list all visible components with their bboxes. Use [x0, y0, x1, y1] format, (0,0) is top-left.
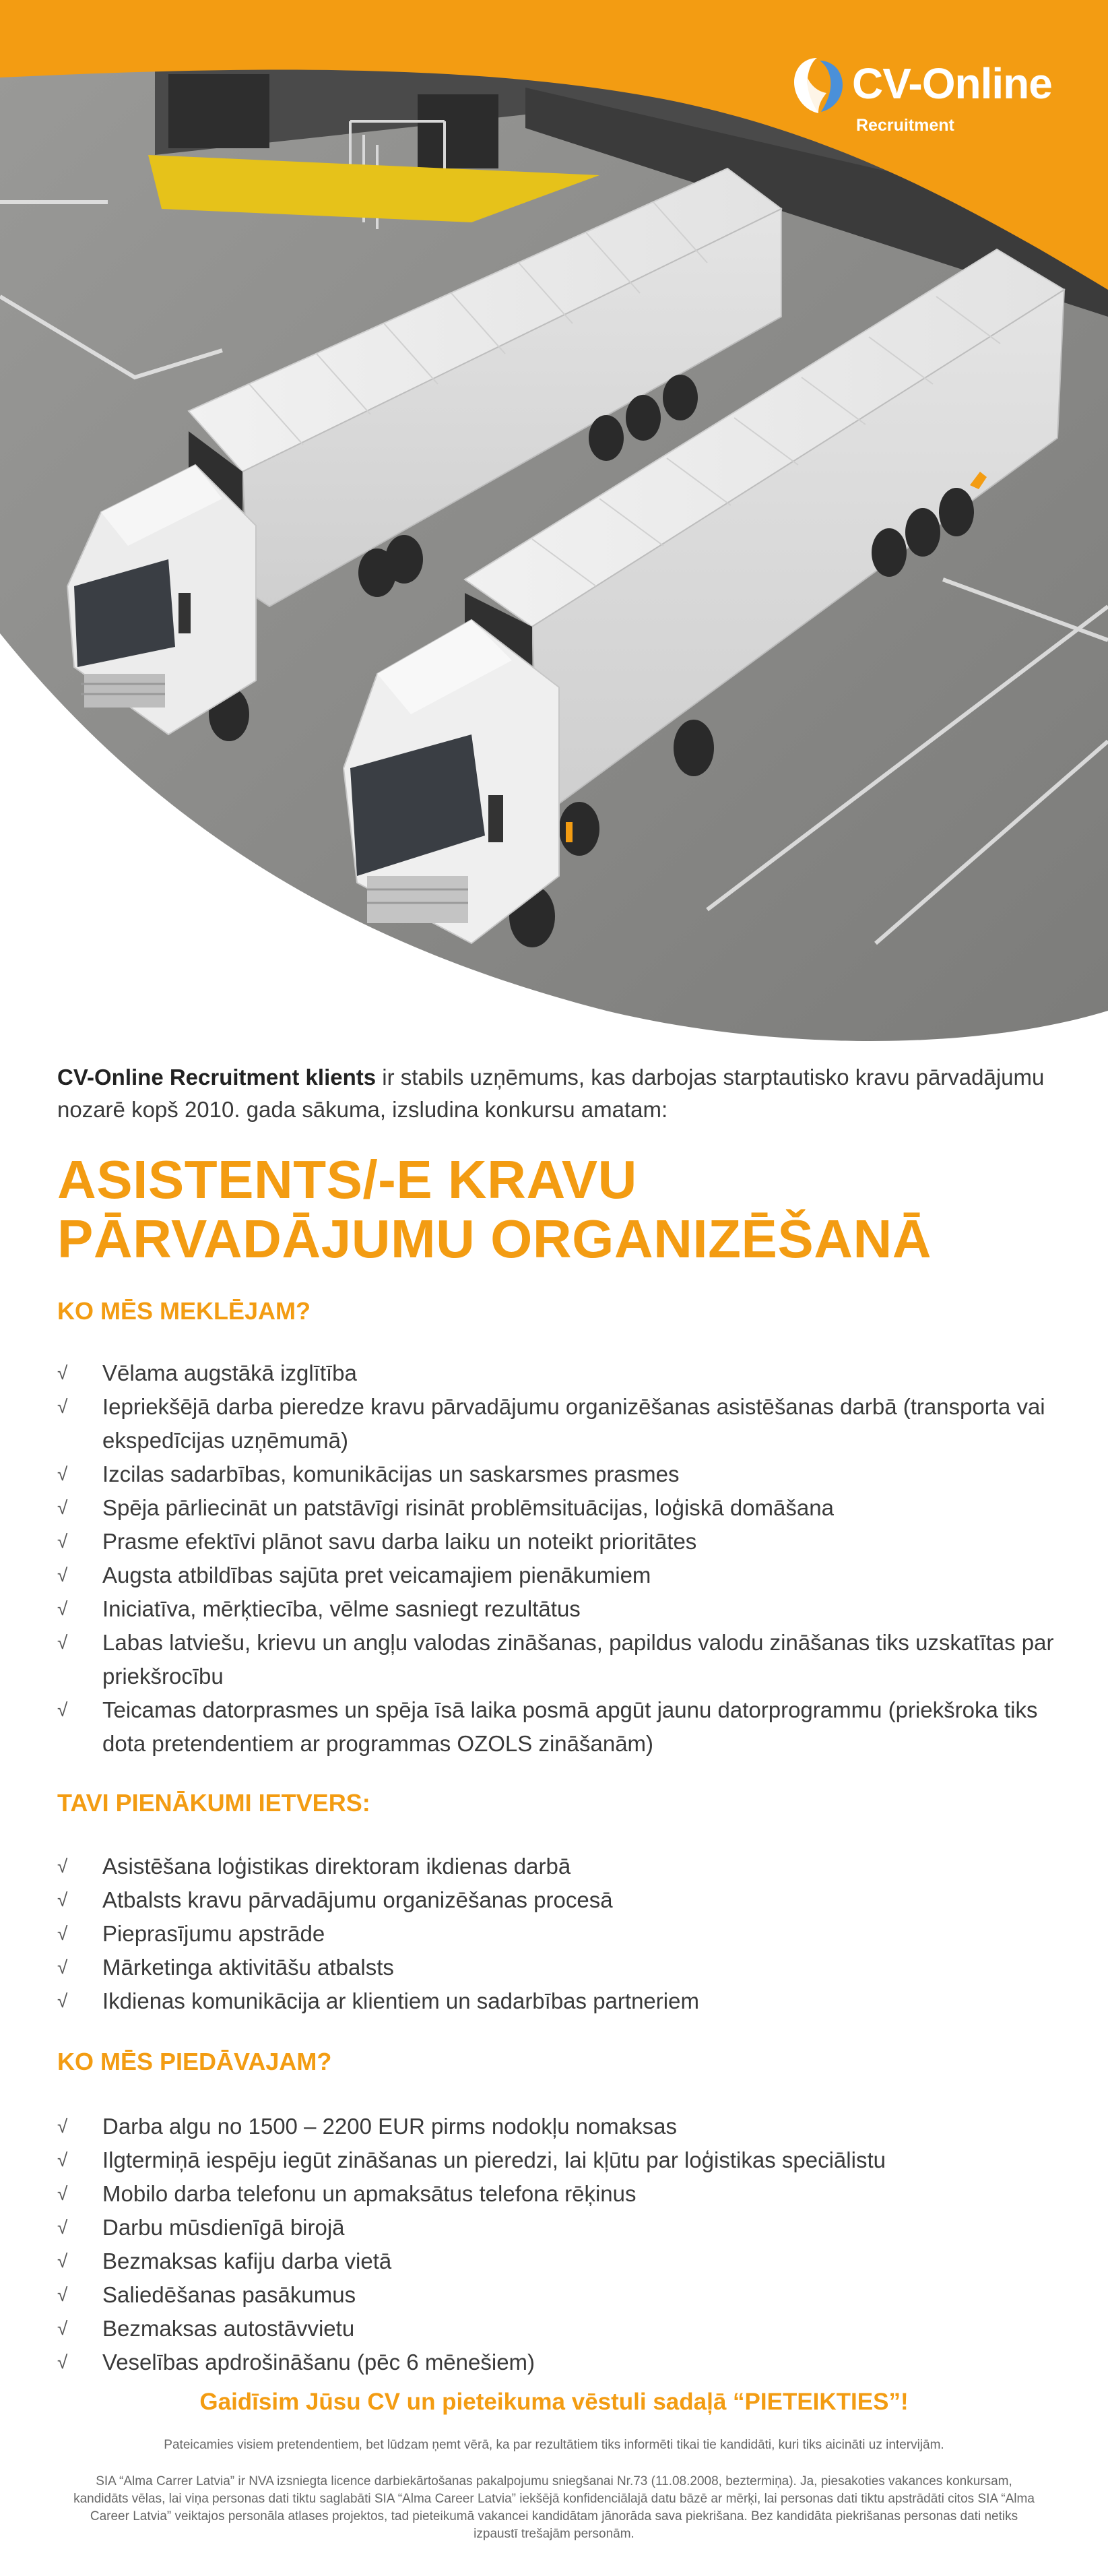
checkmark-icon: √: [57, 1531, 68, 1552]
checkmark-icon: √: [57, 1464, 68, 1484]
job-title: [57, 1150, 1054, 1269]
checkmark-icon: √: [57, 2251, 68, 2271]
list-item: √ Asistēšana loģistikas direktoram ikdienas darbā: [57, 1850, 1054, 1883]
list-item: √ Ilgtermiņā iespēju iegūt zināšanas un pieredzi, lai kļūtu par loģistikas speciālistu: [57, 2143, 1054, 2177]
license-note: SIA “Alma Carrer Latvia” ir NVA izsniegta licence darbiekārtošanas pakalpojumu sniegšanai Nr.73 (11.08.2008, beztermiņa). Ja, piesakoties vakances konkursam, kandidāts vēlas, lai viņa personas dati tiktu saglabāti SIA “Alma Career Latvia” iekšējā konfidenciālajā datu bāzē ar mērķi, lai personas dati tiktu apstrādāti citos SIA “Alma Career Latvia” veiktajos personāla atlases projektos, tad pieteikumā vakancei kandidātam jānorāda sava piekrišana. Bez kandidāta piekrišanas personas dati netiks izpaustī trešajām personām.: [73, 2474, 1035, 2541]
offer-list: [57, 2110, 1054, 2379]
section-requirements-title: KO MĒS MEKLĒJAM?: [57, 1297, 311, 1325]
checkmark-icon: √: [57, 1565, 68, 1585]
intro-text: ir stabils uzņēmums, kas darbojas starptautisko kravu pārvadājumu nozarē kopš 2010. gada sākuma, izsludina konkursu amatam:: [57, 1065, 1045, 1122]
checkmark-icon: √: [57, 1856, 68, 1877]
checkmark-icon: √: [57, 2318, 68, 2339]
checkmark-icon: √: [57, 1699, 68, 1720]
list-item: √ Bezmaksas autostāvvietu: [57, 2312, 1054, 2346]
checkmark-icon: √: [57, 2116, 68, 2137]
brand-name: CV-Online: [852, 59, 1052, 108]
checkmark-icon: √: [57, 1396, 68, 1417]
duties-list: [57, 1850, 1054, 2018]
job-ad-body: [57, 1061, 1054, 2379]
list-item: √ Pieprasījumu apstrāde: [57, 1917, 1054, 1951]
checkmark-icon: √: [57, 1990, 68, 2011]
list-item: √ Spēja pārliecināt un patstāvīgi risināt problēmsituācijas, loģiskā domāšana: [57, 1491, 1054, 1525]
list-item: √ Iniciatīva, mērķtiecība, vēlme sasniegt rezultātus: [57, 1592, 1054, 1626]
list-item: √ Atbalsts kravu pārvadājumu organizēšanas procesā: [57, 1883, 1054, 1917]
section-offer-title: KO MĒS PIEDĀVAJAM?: [57, 2048, 332, 2075]
checkmark-icon: √: [57, 1362, 68, 1383]
checkmark-icon: √: [57, 1923, 68, 1944]
section-duties-title: TAVI PIENĀKUMI IETVERS:: [57, 1789, 370, 1817]
checkmark-icon: √: [57, 1632, 68, 1653]
checkmark-icon: √: [57, 2352, 68, 2373]
list-item: √ Mobilo darba telefonu un apmaksātus telefona rēķinus: [57, 2177, 1054, 2211]
checkmark-icon: √: [57, 1889, 68, 1910]
list-item: √ Saliedēšanas pasākumus: [57, 2278, 1054, 2312]
intro-client: CV-Online Recruitment klients: [57, 1065, 377, 1090]
checkmark-icon: √: [57, 2284, 68, 2305]
job-title-line-2: PĀRVADĀJUMU ORGANIZĒŠANĀ: [57, 1209, 932, 1269]
hero-banner: [0, 0, 1108, 1051]
list-item: √ Bezmaksas kafiju darba vietā: [57, 2244, 1054, 2278]
list-item: √ Mārketinga aktivitāšu atbalsts: [57, 1951, 1054, 1984]
brand-subtitle: Recruitment: [856, 116, 954, 135]
list-item: √ Darba algu no 1500 – 2200 EUR pirms nodokļu nomaksas: [57, 2110, 1054, 2143]
checkmark-icon: √: [57, 1497, 68, 1518]
list-item: √ Labas latviešu, krievu un angļu valodas zināšanas, papildus valodu zināšanas tiks uzskatītas par priekšrocību: [57, 1626, 1054, 1693]
checkmark-icon: √: [57, 1957, 68, 1978]
list-item: √ Ikdienas komunikācija ar klientiem un sadarbības partneriem: [57, 1984, 1054, 2018]
list-item: √ Veselības apdrošināšanu (pēc 6 mēnešiem): [57, 2346, 1054, 2379]
disclaimer-note: Pateicamies visiem pretendentiem, bet lūdzam ņemt vērā, ka par rezultātiem tiks informēti tikai tie kandidāti, kuri tiks aicināti uz intervijām.: [164, 2438, 944, 2452]
apply-call-to-action: Gaidīsim Jūsu CV un pieteikuma vēstuli sadaļā “PIETEIKTIES”!: [199, 2389, 909, 2415]
job-title-line-1: ASISTENTS/-E KRAVU: [57, 1150, 637, 1210]
logo-mark-icon: [785, 51, 852, 119]
checkmark-icon: √: [57, 1598, 68, 1619]
list-item: √ Teicamas datorprasmes un spēja īsā laika posmā apgūt jaunu datorprogrammu (priekšroka tiks dota pretendentiem ar programmas OZOLS zināšanām): [57, 1693, 1054, 1761]
list-item: √ Augsta atbildības sajūta pret veicamajiem pienākumiem: [57, 1559, 1054, 1592]
cv-online-logo[interactable]: [785, 51, 1068, 139]
truck-photo: [0, 0, 1108, 1051]
requirements-list: [57, 1356, 1054, 1761]
checkmark-icon: √: [57, 2217, 68, 2238]
checkmark-icon: √: [57, 2149, 68, 2170]
list-item: √ Darbu mūsdienīgā birojā: [57, 2211, 1054, 2244]
list-item: √ Prasme efektīvi plānot savu darba laiku un noteikt prioritātes: [57, 1525, 1054, 1559]
checkmark-icon: √: [57, 2183, 68, 2204]
intro-paragraph: [57, 1061, 1054, 1126]
list-item: √ Vēlama augstākā izglītība: [57, 1356, 1054, 1390]
list-item: √ Izcilas sadarbības, komunikācijas un saskarsmes prasmes: [57, 1457, 1054, 1491]
list-item: √ Iepriekšējā darba pieredze kravu pārvadājumu organizēšanas asistēšanas darbā (transporta vai ekspedīcijas uzņēmumā): [57, 1390, 1054, 1457]
